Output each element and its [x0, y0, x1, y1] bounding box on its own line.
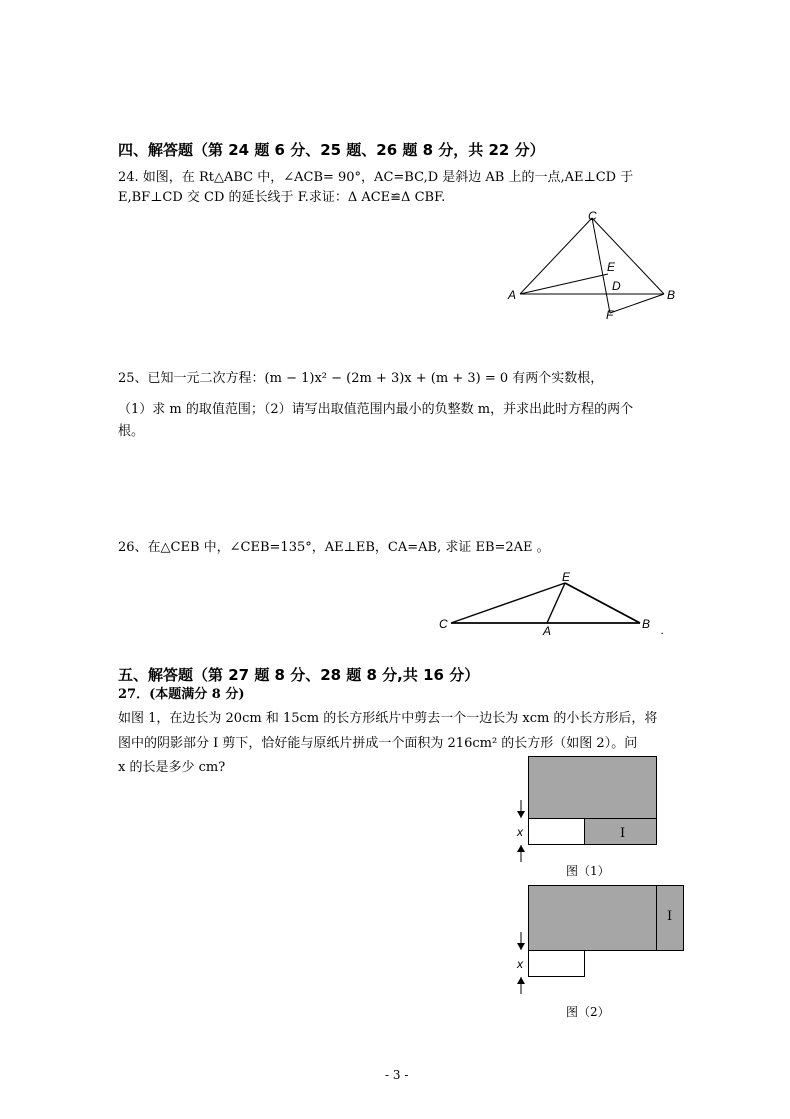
q24-label-c: C — [588, 209, 597, 223]
section5-heading: 五、解答题（第 27 题 8 分、28 题 8 分,共 16 分） — [118, 666, 480, 684]
fig2-x-label: x — [517, 957, 523, 971]
q26-label-b: B — [642, 617, 651, 631]
q24-label-a: A — [508, 288, 517, 302]
q25-line3: 根。 — [118, 424, 145, 439]
q26-label-a: A — [543, 624, 552, 638]
fig2-arrow-down-icon — [517, 943, 525, 950]
q27-line1: 如图 1，在边长为 20cm 和 15cm 的长方形纸片中剪去一个一边长为 xcm 的小长方形后，将 — [118, 711, 658, 726]
fig2-caption: 图（2） — [566, 1005, 610, 1019]
q27-title: 27．(本题满分 8 分) — [118, 687, 245, 702]
q26-label-e: E — [562, 570, 571, 584]
q24-label-d: D — [612, 279, 621, 293]
q24-label-f: F — [606, 308, 614, 322]
q26-dot: . — [661, 623, 665, 637]
fig1-main-rect — [529, 757, 657, 819]
fig2-arrow-up-icon — [517, 977, 525, 984]
fig1-cut-rect — [529, 819, 585, 845]
q27-figure1 — [505, 750, 675, 865]
q27-figure2 — [505, 880, 690, 1000]
q24-line1: 24. 如图，在 Rt△ABC 中，∠ACB= 90°，AC=BC,D 是斜边 AB 上的一点,AE⊥CD 于 — [118, 170, 634, 185]
q25-line2: （1）求 m 的取值范围；（2）请写出取值范围内最小的负整数 m，并求出此时方程的两个 — [118, 402, 634, 417]
fig1-x-label: x — [517, 825, 523, 839]
q26-triangle-figure — [435, 568, 675, 638]
q26-label-c: C — [439, 617, 448, 631]
q24-line2: E,BF⊥CD 交 CD 的延长线于 F.求证：Δ ACE≌Δ CBF. — [118, 190, 446, 205]
fig1-piece-label: I — [620, 826, 626, 841]
fig1-caption: 图（1） — [566, 864, 610, 878]
fig2-piece-label: I — [667, 909, 673, 924]
fig2-main-rect — [529, 886, 657, 951]
fig1-arrow-down-icon — [517, 811, 525, 818]
q27-line2: 图中的阴影部分 I 剪下，恰好能与原纸片拼成一个面积为 216cm² 的长方形（如图 2）。问 — [118, 736, 638, 751]
fig2-cut-rect — [529, 951, 585, 977]
q27-line3: x 的长是多少 cm? — [118, 760, 226, 775]
q24-triangle-figure — [500, 205, 690, 325]
q26-line1: 26、在△CEB 中，∠CEB=135°，AE⊥EB，CA=AB, 求证 EB=2AE 。 — [118, 540, 550, 555]
q25-line1: 25、已知一元二次方程：(m − 1)x² − (2m + 3)x + (m + 3) = 0 有两个实数根， — [118, 371, 604, 386]
q24-label-e: E — [607, 260, 616, 274]
q24-label-b: B — [667, 288, 676, 302]
fig1-arrow-up-icon — [517, 845, 525, 852]
page-number: - 3 - — [385, 1068, 409, 1082]
section4-heading: 四、解答题（第 24 题 6 分、25 题、26 题 8 分，共 22 分） — [118, 141, 545, 159]
